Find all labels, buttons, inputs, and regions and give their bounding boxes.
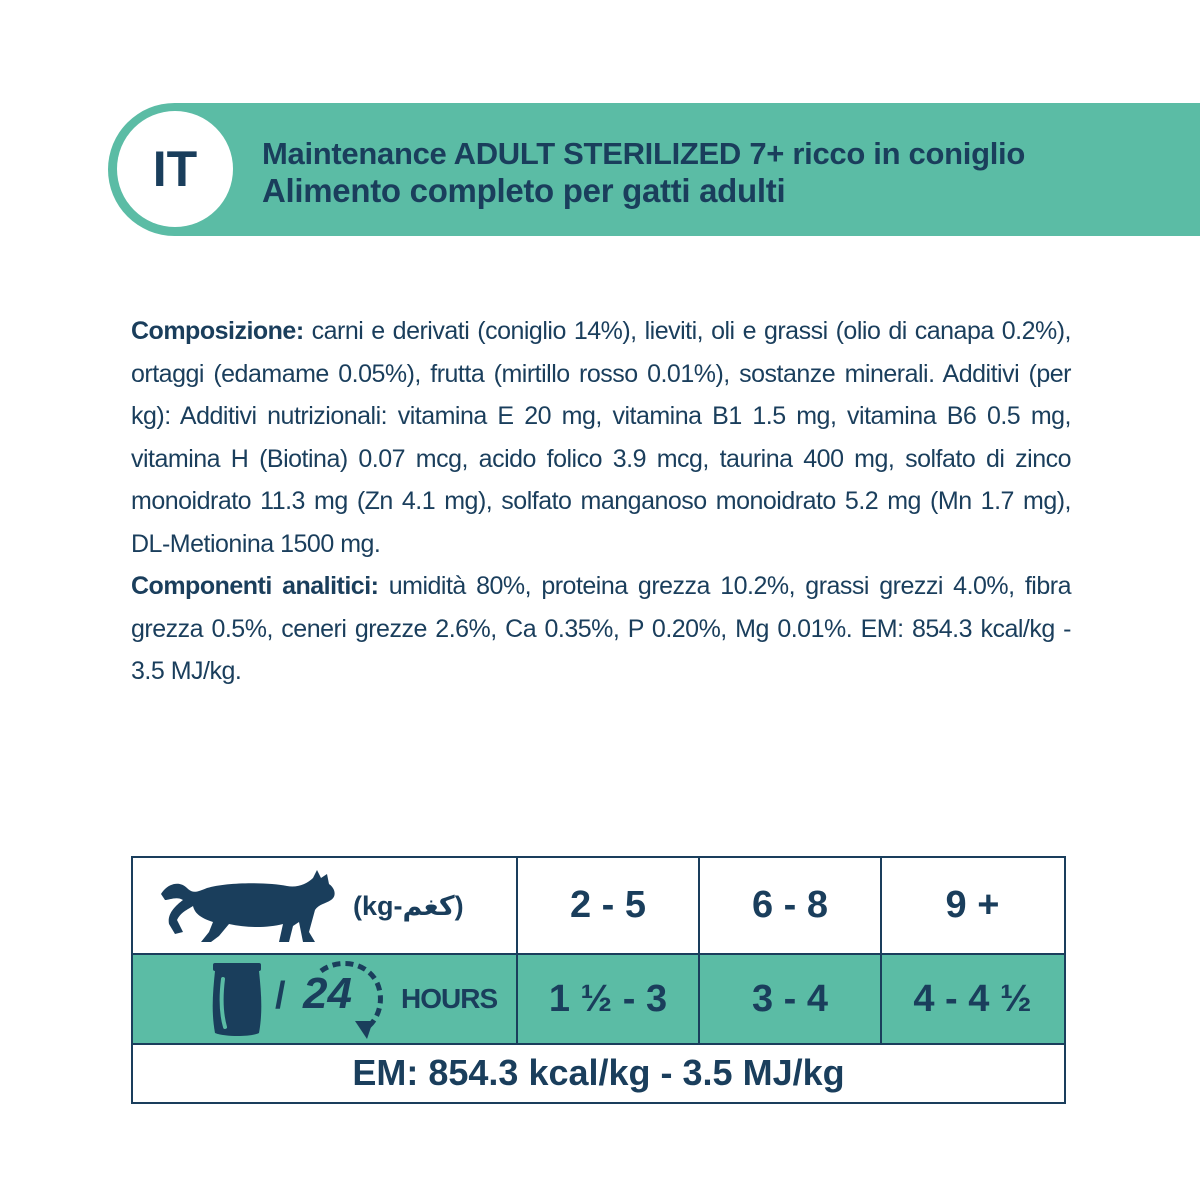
analytical-paragraph — [131, 565, 1071, 693]
analytical-label: Componenti analitici: — [131, 572, 379, 600]
energy-row — [133, 1045, 1064, 1101]
weight-unit-label: (kg-كغم) — [353, 891, 464, 921]
hours-number: 24 — [303, 969, 352, 1018]
pouch-header-cell — [133, 955, 518, 1043]
language-badge: IT — [117, 111, 233, 227]
pouch-row — [133, 953, 1064, 1045]
pouch-icon — [211, 961, 263, 1037]
composition-label: Composizione: — [131, 317, 304, 345]
energy-value: EM: 854.3 kcal/kg - 3.5 MJ/kg — [352, 1052, 845, 1093]
feeding-table — [131, 856, 1066, 1104]
composition-paragraph — [131, 310, 1071, 565]
weight-range-1: 2 - 5 — [518, 858, 700, 953]
weight-range-3: 9 + — [945, 884, 1000, 926]
weight-row — [133, 858, 1064, 953]
cat-icon — [157, 870, 347, 946]
composition-block — [131, 310, 1071, 693]
composition-text: carni e derivati (coniglio 14%), lieviti, oli e grassi (olio di canapa 0.2%), ortaggi (edamame 0.05%), frutta (mirtillo rosso 0.01%), sostanze minerali. Additivi (per kg): Additivi nutrizionali: vitamina E 20 mg, vitamina B1 1.5 mg, vitamina B6 0.5 mg, vitamina H (Biotina) 0.07 mcg, acido folico 3.9 mcg, taurina 400 mg, solfato di zinco monoidrato 11.3 mg (Zn 4.1 mg), solfato manganoso monoidrato 5.2 mg (Mn 1.7 mg), DL-Metionina 1500 mg. — [131, 317, 1071, 558]
weight-range-2: 6 - 8 — [700, 858, 882, 953]
weight-header-cell — [133, 858, 518, 953]
analytical-text: umidità 80%, proteina grezza 10.2%, grassi grezzi 4.0%, fibra grezza 0.5%, ceneri grezze 2.6%, Ca 0.35%, P 0.20%, Mg 0.01%. EM: 854.3 kcal/kg - 3.5 MJ/kg. — [131, 572, 1071, 685]
per-slash: / — [275, 975, 286, 1017]
pouch-amount-2: 3 - 4 — [700, 955, 882, 1043]
hours-label: HOURS — [401, 983, 498, 1014]
pouch-amount-1: 1 ½ - 3 — [518, 955, 700, 1043]
pouch-amount-3: 4 - 4 ½ — [913, 977, 1032, 1020]
product-title: Maintenance ADULT STERILIZED 7+ ricco in coniglio — [262, 136, 1025, 171]
product-subtitle: Alimento completo per gatti adulti — [262, 172, 786, 209]
